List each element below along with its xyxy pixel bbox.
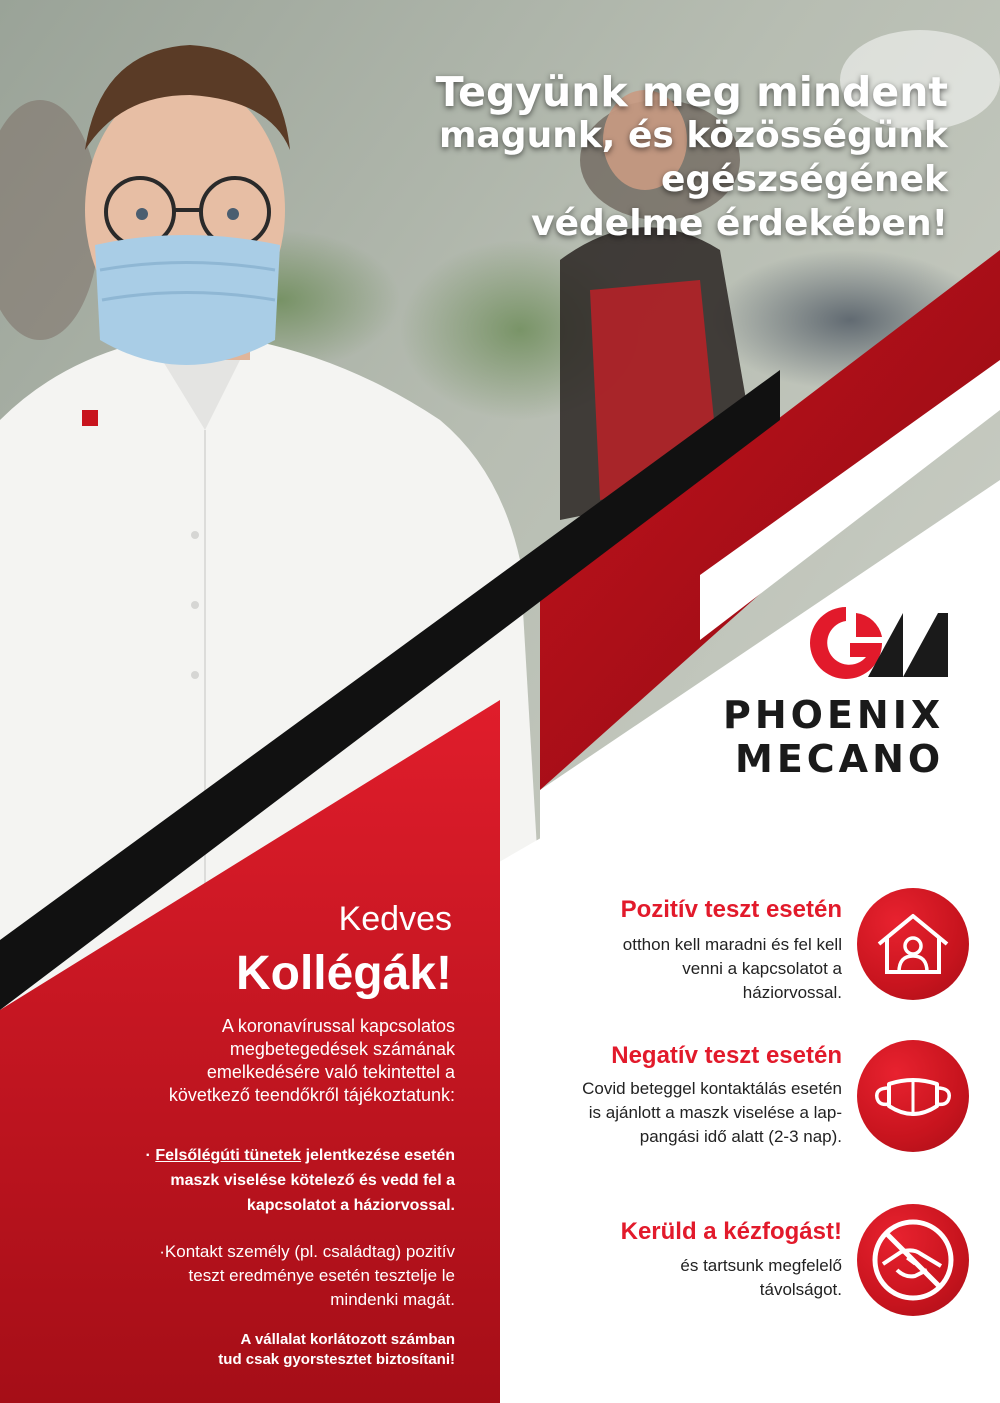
bullet-underlined: Felsőlégúti tünetek (155, 1147, 302, 1164)
rapid-test-note (100, 1330, 455, 1370)
greeting-big: Kollégák! (235, 947, 452, 1000)
bullet-contact-person (60, 1240, 455, 1312)
intro-line: emelkedésére való tekintettel a (206, 1062, 455, 1082)
face-mask (95, 235, 280, 365)
intro-text (80, 1015, 455, 1107)
item-line: Covid beteggel kontaktálás esetén (582, 1079, 842, 1098)
face-mask-icon (857, 1040, 969, 1152)
item-positive-title: Pozitív teszt esetén (620, 896, 842, 923)
bullet-line: teszt eredménye esetén tesztelje le (188, 1266, 455, 1285)
item-line: pangási idő alatt (2-3 nap). (639, 1127, 842, 1146)
item-positive-text (502, 933, 842, 1005)
bullet-line: kapcsolatot a háziorvossal. (246, 1197, 455, 1214)
intro-line: A koronavírussal kapcsolatos (221, 1016, 455, 1036)
item-line: távolságot. (759, 1280, 842, 1299)
item-handshake-title: Kerüld a kézfogást! (620, 1218, 842, 1245)
home-person-icon (857, 888, 969, 1000)
item-line: háziorvossal. (742, 983, 842, 1002)
bullet-prefix: · (145, 1147, 156, 1164)
item-line: venni a kapcsolatot a (682, 959, 842, 978)
item-handshake-text (502, 1254, 842, 1302)
headline-line-4: védelme érdekében! (531, 203, 948, 244)
bullet-upper-respiratory (40, 1143, 455, 1218)
note-line: tud csak gyorstesztet biztosítani! (218, 1351, 455, 1368)
bullet-rest: jelentkezése esetén (301, 1147, 455, 1164)
intro-line: megbetegedések számának (229, 1039, 455, 1059)
headline-line-3: egészségének (661, 159, 948, 200)
logo-text-mecano: MECANO (735, 737, 945, 781)
item-line: otthon kell maradni és fel kell (622, 935, 842, 954)
item-line: is ajánlott a maszk viselése a lap- (588, 1103, 842, 1122)
bullet-line (40, 1143, 455, 1168)
bullet-line: ·Kontakt személy (pl. családtag) pozitív (159, 1242, 455, 1261)
item-negative-text (502, 1077, 842, 1149)
item-line: és tartsunk megfelelő (680, 1256, 842, 1275)
bullet-line: mindenki magát. (330, 1290, 455, 1309)
shirt-logo (82, 410, 98, 426)
headline-line-1: Tegyünk meg mindent (435, 68, 948, 116)
intro-line: következő teendőkről tájékoztatunk: (168, 1085, 455, 1105)
bullet-line: maszk viselése kötelező és vedd fel a (170, 1172, 455, 1189)
headline (308, 70, 948, 246)
greeting-small: Kedves (338, 900, 452, 938)
no-handshake-icon (857, 1204, 969, 1316)
headline-line-2: magunk, és közösségünk (439, 115, 948, 156)
logo-text-phoenix: PHOENIX (723, 693, 945, 737)
phoenix-mecano-logo (718, 605, 968, 785)
logo-mark-icon (808, 605, 958, 680)
item-negative-title: Negatív teszt esetén (611, 1042, 842, 1069)
note-line: A vállalat korlátozott számban (240, 1331, 455, 1348)
